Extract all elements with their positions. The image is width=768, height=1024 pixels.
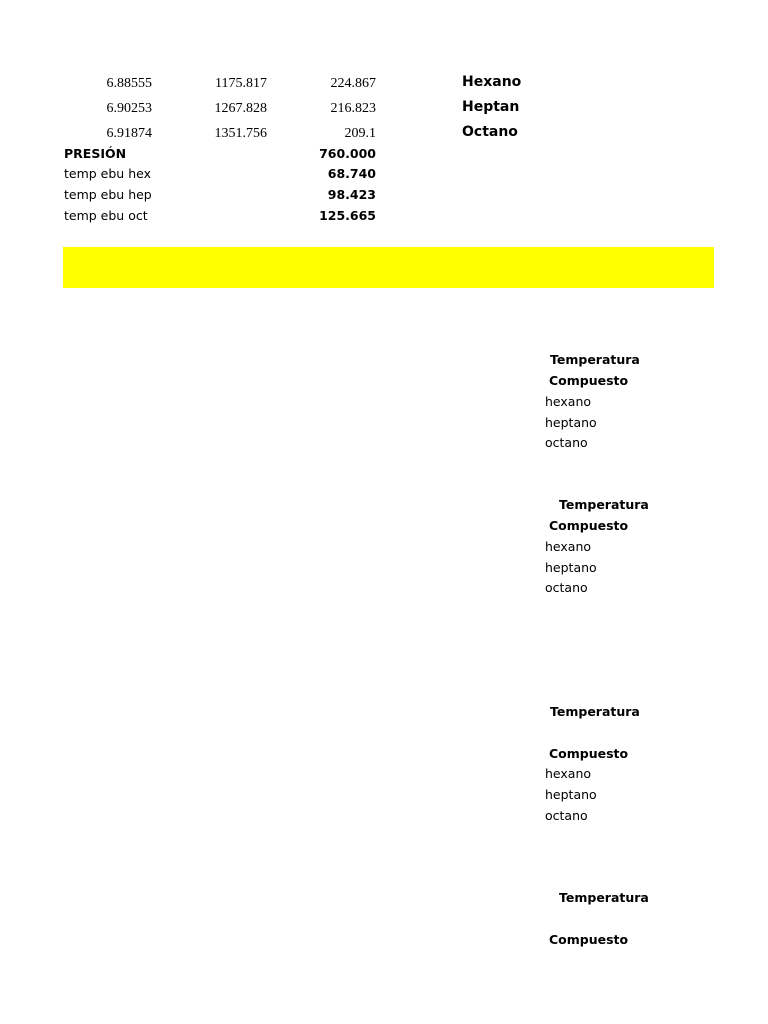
boiling-temp-hexano-value: 68.740: [327, 166, 376, 181]
antoine-c-heptano: 216.823: [330, 101, 376, 116]
boiling-temp-octano-value: 125.665: [319, 208, 376, 223]
antoine-b-octano: 1351.756: [214, 126, 267, 141]
list-item-octano: octano: [545, 580, 588, 595]
boiling-temp-octano-label: temp ebu oct: [64, 208, 148, 223]
boiling-temp-hexano-label: temp ebu hex: [64, 166, 151, 181]
list-item-heptano: heptano: [545, 415, 597, 430]
temperature-header: Temperatura: [559, 497, 649, 512]
temperature-header: Temperatura: [550, 704, 640, 719]
antoine-a-octano: 6.91874: [106, 126, 152, 141]
highlight-band: [63, 247, 714, 288]
compound-name-octano: Octano: [462, 124, 518, 140]
list-item-hexano: hexano: [545, 394, 592, 409]
boiling-temp-heptano-value: 98.423: [327, 187, 376, 202]
compound-name-hexano: Hexano: [462, 74, 522, 90]
antoine-b-hexano: 1175.817: [215, 76, 267, 91]
pressure-label: PRESIÓN: [64, 146, 127, 161]
temperature-header: Temperatura: [559, 890, 649, 905]
list-item-octano: octano: [545, 808, 588, 823]
antoine-c-hexano: 224.867: [330, 76, 376, 91]
list-item-heptano: heptano: [545, 787, 597, 802]
compound-header: Compuesto: [549, 746, 629, 761]
boiling-temp-heptano-label: temp ebu hep: [64, 187, 152, 202]
compound-header: Compuesto: [549, 373, 629, 388]
antoine-a-heptano: 6.90253: [106, 101, 152, 116]
compound-header: Compuesto: [549, 932, 629, 947]
compound-name-heptano: Heptan: [462, 99, 520, 115]
antoine-c-octano: 209.1: [344, 126, 376, 141]
antoine-b-heptano: 1267.828: [214, 101, 267, 116]
pressure-value: 760.000: [319, 146, 376, 161]
list-item-octano: octano: [545, 435, 588, 450]
compound-header: Compuesto: [549, 518, 629, 533]
antoine-a-hexano: 6.88555: [106, 76, 152, 91]
list-item-hexano: hexano: [545, 766, 592, 781]
list-item-heptano: heptano: [545, 560, 597, 575]
temperature-header: Temperatura: [550, 352, 640, 367]
list-item-hexano: hexano: [545, 539, 592, 554]
